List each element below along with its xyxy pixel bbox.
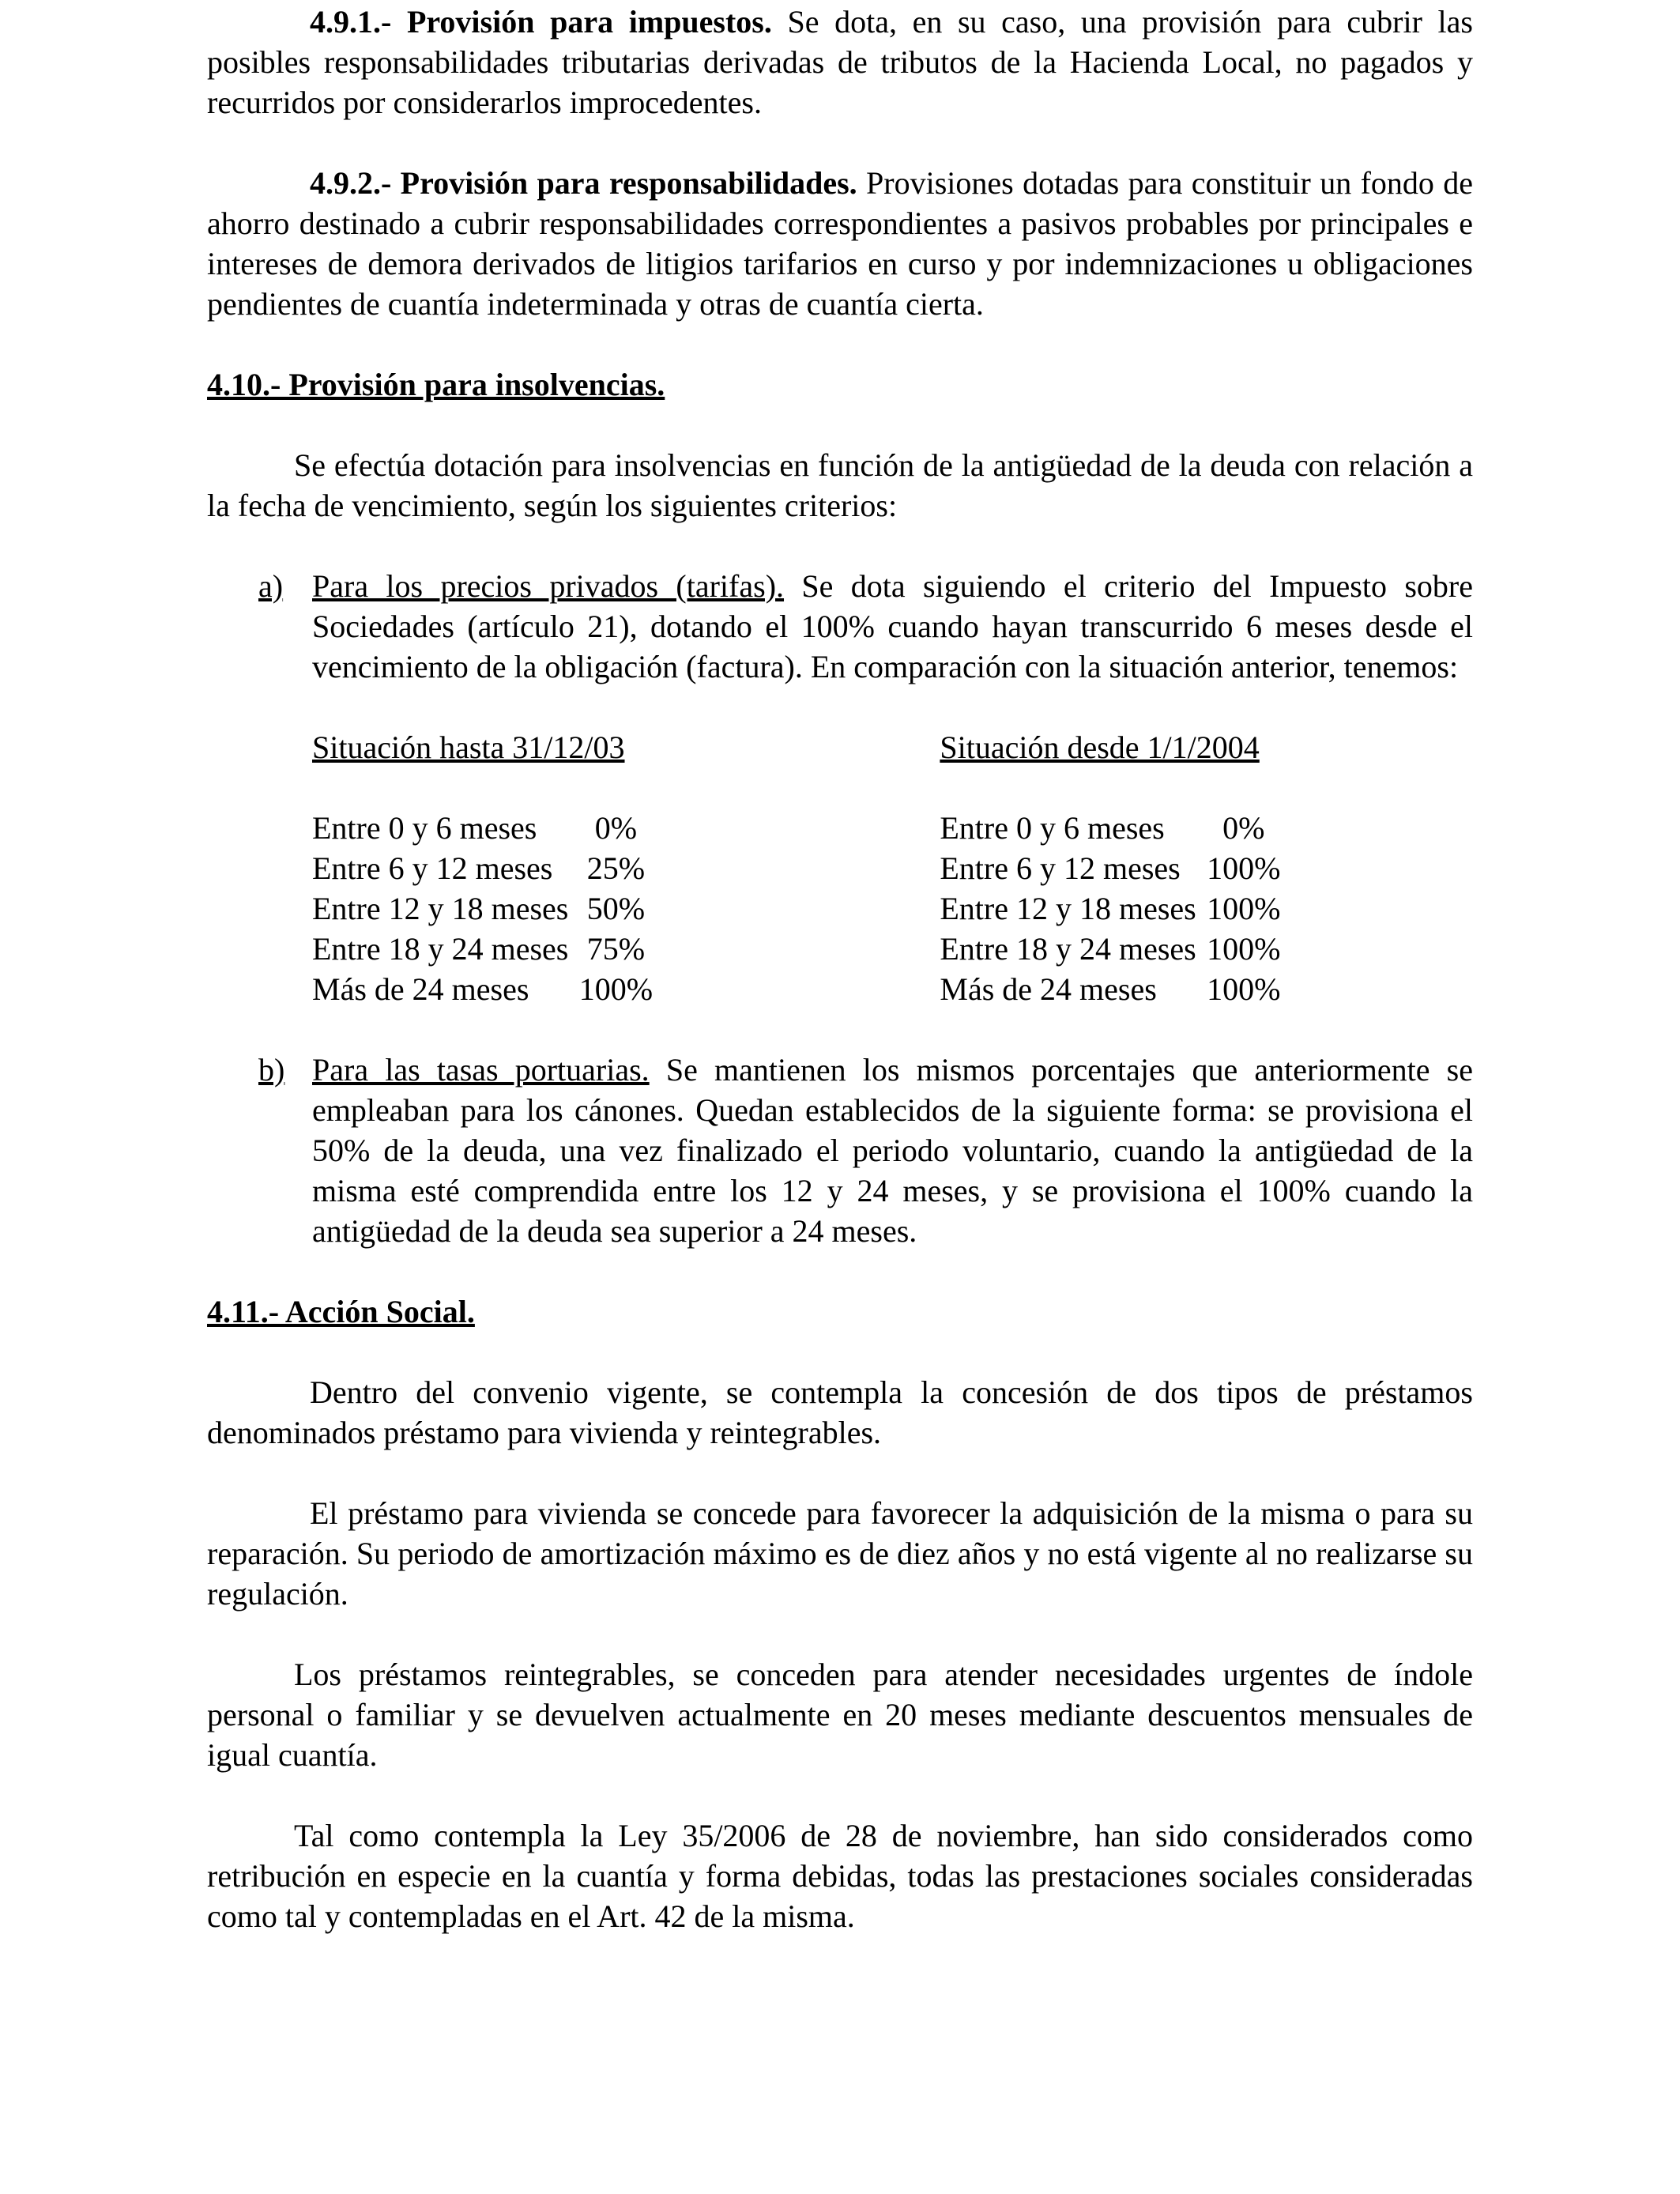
left-pct-cell: 100%: [578, 971, 654, 1007]
right-range-cell: Entre 6 y 12 meses: [940, 850, 1181, 886]
left-range-cell: Entre 0 y 6 meses: [312, 810, 537, 846]
left-pct-cell: 25%: [586, 850, 646, 886]
list-item-b-text: Se mantienen los mismos porcentajes que anteriormente se empleaban para los cánones. Quedan establecidos de la siguiente forma: se provisiona el 50% de la deuda, una vez finalizado el periodo voluntario, cuando la antigüedad de la misma esté comprendida entre los 12 y 24 meses, y se provisiona el 100% cuando la antigüedad de la deuda sea superior a 24 meses.: [312, 1052, 1473, 1249]
section-4-10-heading: 4.10.- Provisión para insolvencias.: [207, 367, 665, 402]
right-pct-cell: 100%: [1207, 931, 1281, 967]
section-4-11-paragraph-4: Tal como contempla la Ley 35/2006 de 28 de noviembre, han sido considerados como retribución en especie en la cuantía y forma debidas, todas las prestaciones sociales consideradas como tal y contempladas en el Art. 42 de la misma.: [207, 1818, 1473, 1934]
list-body-a: [312, 566, 1473, 687]
left-range-cell: Más de 24 meses: [312, 971, 529, 1007]
section-4-9-1-title: 4.9.1.- Provisión para impuestos.: [310, 4, 772, 40]
list-item-a: [207, 566, 1473, 687]
left-range-cell: Entre 18 y 24 meses: [312, 931, 569, 967]
section-4-11-paragraph-2: El préstamo para vivienda se concede para favorecer la adquisición de la misma o para su reparación. Su periodo de amortización máximo es de diez años y no está vigente al no realizarse su regulación.: [207, 1495, 1473, 1612]
list-marker-b: b): [258, 1052, 285, 1088]
right-pct-cell: 100%: [1207, 891, 1281, 926]
section-4-11-heading: 4.11.- Acción Social.: [207, 1294, 475, 1329]
table-header-row: [312, 727, 1291, 767]
table-row: [312, 808, 1291, 848]
table-row: [312, 888, 1291, 929]
left-pct-cell: 75%: [586, 931, 646, 967]
right-pct-cell: 0%: [1222, 810, 1265, 846]
table-col-header-right: Situación desde 1/1/2004: [940, 729, 1260, 765]
table-row: [312, 848, 1291, 888]
left-pct-cell: 0%: [594, 810, 638, 846]
section-4-9-2: [207, 163, 1473, 324]
section-4-11-paragraph-3: Los préstamos reintegrables, se conceden para atender necesidades urgentes de índole personal o familiar y se devuelven actualmente en 20 meses mediante descuentos mensuales de igual cuantía.: [207, 1657, 1473, 1773]
provision-rates-table: [312, 727, 1291, 1009]
left-pct-cell: 50%: [586, 891, 646, 926]
table-col-header-left: Situación hasta 31/12/03: [312, 729, 625, 765]
right-range-cell: Entre 12 y 18 meses: [940, 891, 1196, 926]
right-range-cell: Entre 0 y 6 meses: [940, 810, 1165, 846]
list-marker-a: a): [258, 568, 284, 604]
left-range-cell: Entre 12 y 18 meses: [312, 891, 569, 926]
table-row: [312, 969, 1291, 1009]
section-4-9-1-body: Se dota, en su caso, una provisión para cubrir las posibles responsabilidades tributarias derivadas de tributos de la Hacienda Local, no pagados y recurridos por considerarlos improcedentes.: [207, 4, 1473, 120]
list-item-a-title: Para los precios privados (tarifas).: [312, 568, 785, 604]
right-pct-cell: 100%: [1207, 971, 1281, 1007]
section-4-9-2-body: Provisiones dotadas para constituir un fondo de ahorro destinado a cubrir responsabilidades correspondientes a pasivos probables por principales e intereses de demora derivados de litigios tarifarios en curso y por indemnizaciones u obligaciones pendientes de cuantía indeterminada y otras de cuantía cierta.: [207, 165, 1473, 322]
section-4-11-paragraph-1: Dentro del convenio vigente, se contempla la concesión de dos tipos de préstamos denominados préstamo para vivienda y reintegrables.: [207, 1374, 1473, 1450]
list-item-b: [207, 1050, 1473, 1251]
section-4-9-2-title: 4.9.2.- Provisión para responsabilidades.: [310, 165, 857, 201]
left-range-cell: Entre 6 y 12 meses: [312, 850, 553, 886]
table-row: [312, 929, 1291, 969]
section-4-10-intro: Se efectúa dotación para insolvencias en función de la antigüedad de la deuda con relación a la fecha de vencimiento, según los siguientes criterios:: [207, 447, 1473, 523]
list-item-b-title: Para las tasas portuarias.: [312, 1052, 650, 1088]
section-4-9-1: [207, 2, 1473, 123]
list-body-b: [312, 1050, 1473, 1251]
right-range-cell: Entre 18 y 24 meses: [940, 931, 1196, 967]
document-page: [207, 0, 1473, 1936]
right-pct-cell: 100%: [1207, 850, 1281, 886]
right-range-cell: Más de 24 meses: [940, 971, 1157, 1007]
list-item-a-text: Se dota siguiendo el criterio del Impuesto sobre Sociedades (artículo 21), dotando el 100% cuando hayan transcurrido 6 meses desde el vencimiento de la obligación (factura). En comparación con la situación anterior, tenemos:: [312, 568, 1473, 684]
